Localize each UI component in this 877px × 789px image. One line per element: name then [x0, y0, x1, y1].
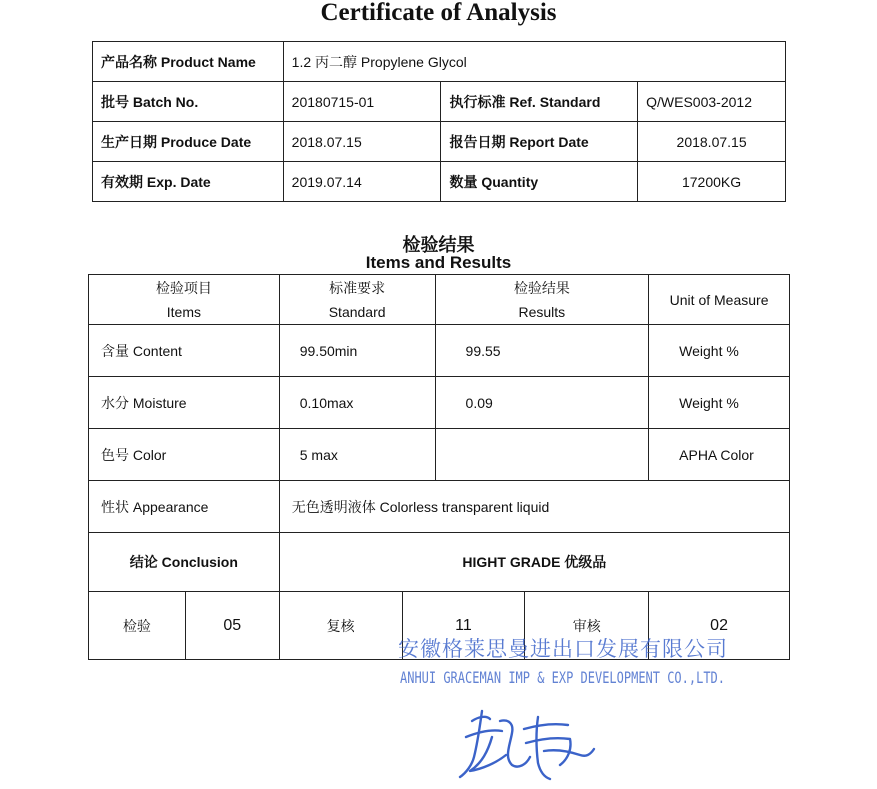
company-stamp	[398, 632, 728, 694]
exp-date-value: 2019.07.14	[283, 162, 441, 202]
col-items-en: Items	[166, 303, 201, 320]
results-table	[88, 274, 790, 660]
appearance-label: 性状 Appearance	[89, 481, 280, 533]
stamp-company-cn: 安徽格莱思曼进出口发展有限公司	[398, 637, 728, 661]
col-results-en: Results	[518, 303, 566, 320]
appearance-value: 无色透明液体 Colorless transparent liquid	[279, 481, 789, 533]
inspect-value: 05	[185, 592, 279, 660]
conclusion-row	[89, 533, 790, 592]
section-title-cn: 检验结果	[402, 235, 475, 255]
produce-date-label: 生产日期 Produce Date	[93, 122, 284, 162]
table-row	[89, 325, 790, 377]
expiry-row	[93, 162, 786, 202]
stamp-company-en: ANHUI GRACEMAN IMP & EXP DEVELOPMENT CO.,LTD.	[400, 669, 725, 688]
col-results-header	[435, 275, 649, 325]
batch-value: 20180715-01	[283, 82, 441, 122]
row-standard: 5 max	[279, 429, 435, 481]
row-unit: Weight %	[649, 325, 790, 377]
row-result: 99.55	[435, 325, 649, 377]
row-result: 0.09	[435, 377, 649, 429]
product-name-row	[93, 42, 786, 82]
conclusion-value: HIGHT GRADE 优级品	[279, 533, 789, 592]
row-unit: APHA Color	[649, 429, 790, 481]
product-name-label: 产品名称 Product Name	[93, 42, 284, 82]
recheck-label: 复核	[279, 592, 402, 660]
table-row	[89, 429, 790, 481]
col-standard-cn: 标准要求	[329, 279, 386, 296]
product-name-value: 1.2 丙二醇 Propylene Glycol	[283, 42, 785, 82]
inspect-label: 检验	[89, 592, 186, 660]
batch-label: 批号 Batch No.	[93, 82, 284, 122]
row-unit: Weight %	[649, 377, 790, 429]
row-standard: 0.10max	[279, 377, 435, 429]
conclusion-label: 结论 Conclusion	[89, 533, 280, 592]
approve-value: 02	[649, 592, 790, 660]
ref-standard-label: 执行标准 Ref. Standard	[441, 82, 638, 122]
row-standard: 99.50min	[279, 325, 435, 377]
row-item: 色号 Color	[89, 429, 280, 481]
section-title-en: Items and Results	[365, 253, 512, 272]
recheck-value: 11	[402, 592, 525, 660]
exp-date-label: 有效期 Exp. Date	[93, 162, 284, 202]
document-title: Certificate of Analysis	[320, 0, 557, 26]
report-date-value: 2018.07.15	[638, 122, 786, 162]
product-info-table	[92, 41, 786, 202]
col-results-cn: 检验结果	[513, 279, 570, 296]
appearance-row	[89, 481, 790, 533]
col-items-header	[89, 275, 280, 325]
col-standard-en: Standard	[328, 303, 386, 320]
row-item: 含量 Content	[89, 325, 280, 377]
quantity-label: 数量 Quantity	[441, 162, 638, 202]
table-row	[89, 377, 790, 429]
row-result	[435, 429, 649, 481]
report-date-label: 报告日期 Report Date	[441, 122, 638, 162]
handwritten-signature	[452, 707, 602, 783]
col-unit-header: Unit of Measure	[649, 275, 790, 325]
results-header-row	[89, 275, 790, 325]
col-items-cn: 检验项目	[155, 279, 212, 296]
quantity-value: 17200KG	[638, 162, 786, 202]
date-row	[93, 122, 786, 162]
ref-standard-value: Q/WES003-2012	[638, 82, 786, 122]
col-standard-header	[279, 275, 435, 325]
row-item: 水分 Moisture	[89, 377, 280, 429]
batch-row	[93, 82, 786, 122]
produce-date-value: 2018.07.15	[283, 122, 441, 162]
approve-label: 审核	[525, 592, 649, 660]
